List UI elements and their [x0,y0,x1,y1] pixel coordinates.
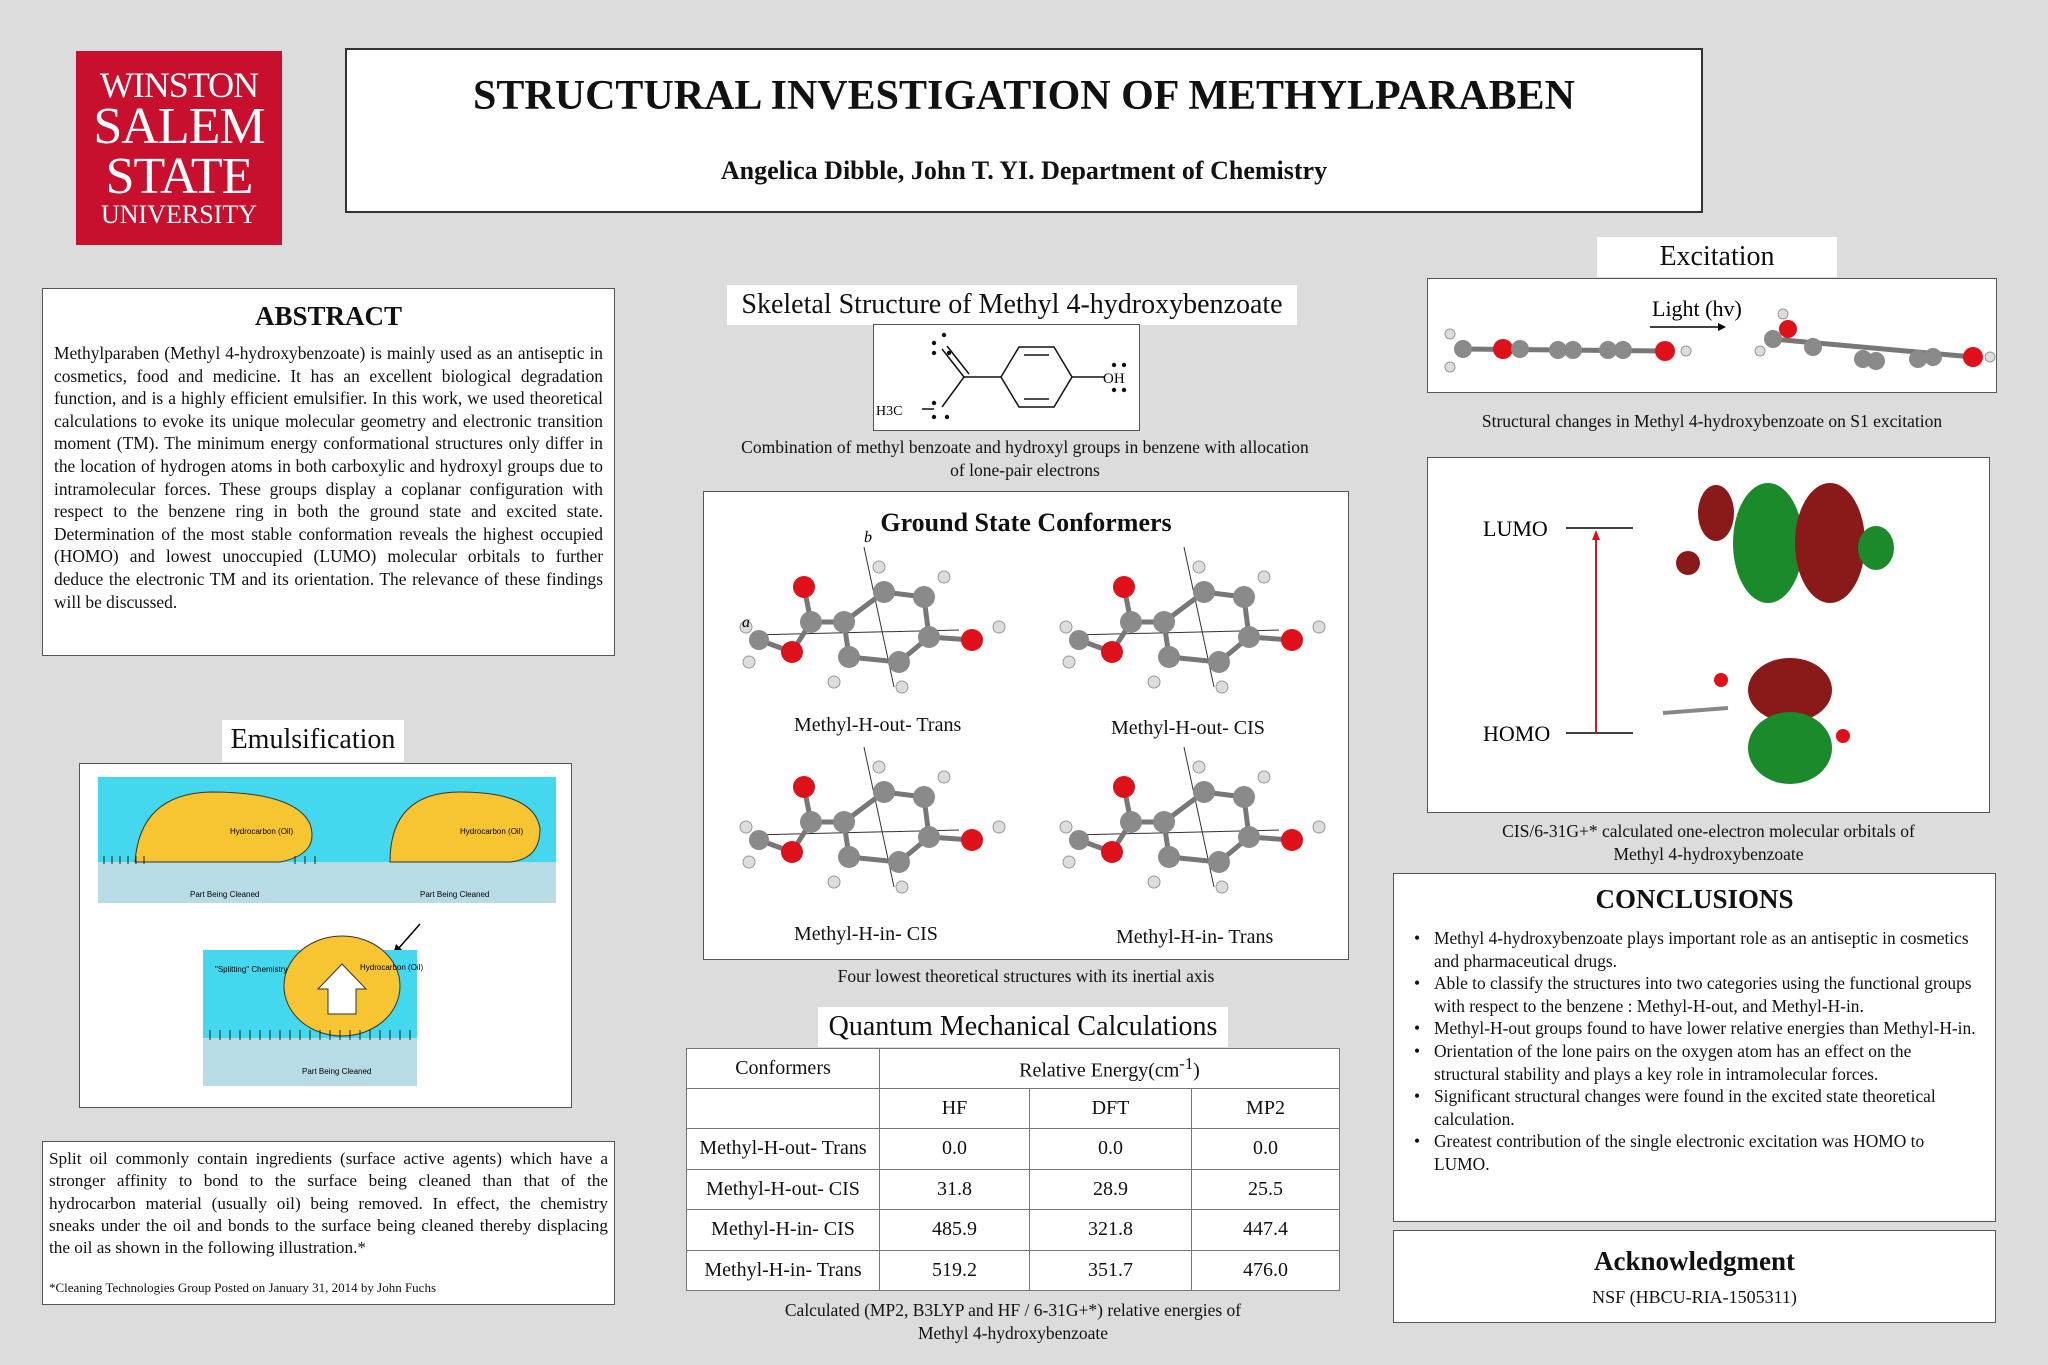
h3c-label: H3C [876,404,903,419]
panel3-part-label: Part Being Cleaned [302,1067,372,1076]
orbitals-caption [1427,820,1990,866]
list-item: • Methyl 4-hydroxybenzoate plays important role as an antiseptic in cosmetics and pharmaceutical drugs. [1412,927,1977,972]
qm-heading: Quantum Mechanical Calculations [818,1007,1228,1047]
skeletal-caption-line-1: Combination of methyl benzoate and hydroxyl groups in benzene with allocation [741,437,1309,457]
acknowledgment-heading: Acknowledgment [1594,1246,1795,1276]
homo-label: HOMO [1483,721,1551,746]
lumo-label: LUMO [1483,516,1548,541]
table-row: Methyl-H-out- CIS 31.8 28.9 25.5 [687,1169,1340,1210]
conformer-molecule-3 [740,747,1005,893]
qm-caption-line-2: Methyl 4-hydroxybenzoate [917,1323,1108,1343]
qm-col-mp2: MP2 [1192,1089,1340,1129]
abstract-section [42,288,615,656]
split-oil-citation: *Cleaning Technologies Group Posted on January 31, 2014 by John Fuchs [49,1280,437,1296]
table-row: Methyl-H-in- Trans 519.2 351.7 476.0 [687,1250,1340,1291]
list-item: • Orientation of the lone pairs on the oxygen atom has an effect on the structural stability and plays a key role in intramolecular forces. [1412,1040,1977,1085]
panel-arrow-2 [398,924,420,949]
list-item: • Methyl-H-out groups found to have lower relative energies than Methyl-H-in. [1412,1017,1977,1040]
light-label: Light (hv) [1652,296,1742,321]
qm-col-hf: HF [880,1089,1030,1129]
list-item: • Significant structural changes were found in the excited state theoretical calculation. [1412,1085,1977,1130]
logo-line-4: UNIVERSITY [101,200,257,230]
oh-label: OH [1103,371,1125,387]
homo-orbital [1663,658,1850,784]
list-item: • Greatest contribution of the single electronic excitation was HOMO to LUMO. [1412,1130,1977,1175]
table-row: Methyl-H-out- Trans 0.0 0.0 0.0 [687,1129,1340,1170]
split-oil-text: Split oil commonly contain ingredients (surface active agents) which have a stronger affinity to bond to the surface being cleaned than that of the hydrocarbon material (usually oil) being removed. In effect, the chemistry sneaks under the oil and bonds to the surface being cleaned thereby displacing the oil as shown in the following illustration.* [49,1149,608,1258]
emulsification-heading: Emulsification [222,720,404,762]
conclusions-section [1393,873,1996,1222]
logo-line-2: SALEM [93,98,265,156]
emulsion-panel-2 [326,777,556,903]
orbitals-caption-line-2: Methyl 4-hydroxybenzoate [1613,844,1804,864]
orbitals-caption-line-1: CIS/6-31G+* calculated one-electron molecular orbitals of [1502,821,1915,841]
qm-col-dft: DFT [1030,1089,1192,1129]
panel2-part-label: Part Being Cleaned [420,890,490,899]
skeletal-caption [700,436,1350,482]
conformer-label-3: Methyl-H-in- CIS [794,923,938,945]
emulsification-figure [79,763,572,1108]
orbitals-drawing [1428,458,1991,814]
excitation-figure [1427,278,1997,393]
emulsion-panel-1 [98,777,328,903]
qm-col-conformers: Conformers [687,1049,880,1089]
conformer-molecule-4 [1060,747,1325,893]
panel2-oil-label: Hydrocarbon (Oil) [460,827,524,836]
relative-energy-table [686,1048,1340,1291]
abstract-heading: ABSTRACT [254,301,403,331]
excitation-heading: Excitation [1597,237,1837,277]
lumo-orbital [1676,483,1894,603]
panel1-oil-label: Hydrocarbon (Oil) [230,827,294,836]
emulsion-panel-3 [203,936,423,1086]
conformer-molecule-2 [1060,547,1325,693]
logo-line-1: WINSTON [99,65,259,106]
split-oil-section [42,1141,615,1305]
conclusions-list [1412,927,1977,1176]
qm-col-relative: Relative $Energy(cm^{-1})$ [880,1049,1340,1089]
conformer-label-2: Methyl-H-out- CIS [1111,717,1265,739]
university-logo [76,51,282,245]
ground-state-heading: Ground State Conformers [880,508,1172,537]
ground-molecule [1445,329,1691,372]
logo-line-3: STATE [105,147,253,205]
emulsification-illustration [80,764,573,1109]
conformer-molecule-1 [740,547,1005,693]
list-item: • Able to classify the structures into two categories using the functional groups with respect to the benzene : Methyl-H-out, and Methyl-H-in. [1412,972,1977,1017]
panel3-splitting-label: "Splitting" Chemistry [215,965,288,974]
excited-molecule [1755,309,1995,370]
excitation-caption: Structural changes in Methyl 4-hydroxybenzoate on S1 excitation [1481,411,1943,431]
qm-caption-line-1: Calculated (MP2, B3LYP and HF / 6-31G+*) relative energies of [784,1300,1242,1320]
panel3-oil-label: Hydrocarbon (Oil) [360,963,424,972]
poster-authors: Angelica Dibble, John T. YI. Department of Chemistry [720,156,1328,185]
acknowledgment-section [1393,1230,1996,1323]
qm-caption [686,1299,1340,1345]
axis-b-label: b [864,529,872,546]
conclusions-heading: CONCLUSIONS [1595,884,1794,914]
orbitals-figure [1427,457,1990,813]
skeletal-heading: Skeletal Structure of Methyl 4-hydroxybenzoate [727,285,1297,325]
conformer-label-4: Methyl-H-in- Trans [1116,926,1274,948]
panel1-part-label: Part Being Cleaned [190,890,260,899]
title-box [345,48,1703,213]
skeletal-structure-drawing [874,325,1141,432]
abstract-text: Methylparaben (Methyl 4-hydroxybenzoate) is mainly used as an antiseptic in cosmetics, food and medicine. It has an excellent biological degradation function, and is a highly efficient emulsifier. In this work, we used theoretical calculations to evoke its unique molecular geometry and electronic transition moment (TM). The minimum energy conformational structures only differ in the location of hydrogen atoms in both carboxylic and hydroxyl groups due to intramolecular forces. These groups display a coplanar configuration with respect to the benzene ring in both the ground state and excited state. Determination of the most stable conformation reveals the highest occupied (HOMO) and lowest unoccupied (LUMO) molecular orbitals to further deduce the electronic TM and its orientation. The relevance of these findings will be discussed. [54,343,603,612]
skeletal-caption-line-2: of lone-pair electrons [950,460,1100,480]
axis-a-label: a [742,614,750,631]
table-row: Methyl-H-in- CIS 485.9 321.8 447.4 [687,1210,1340,1251]
ground-state-section [703,491,1349,960]
skeletal-structure-figure [873,324,1140,431]
conformer-label-1: Methyl-H-out- Trans [794,714,962,736]
acknowledgment-text: NSF (HBCU-RIA-1505311) [1592,1287,1797,1307]
poster-title: STRUCTURAL INVESTIGATION OF METHYLPARABEN [473,73,1575,119]
ground-state-caption: Four lowest theoretical structures with its inertial axis [837,966,1215,986]
excitation-drawing [1428,279,1998,394]
